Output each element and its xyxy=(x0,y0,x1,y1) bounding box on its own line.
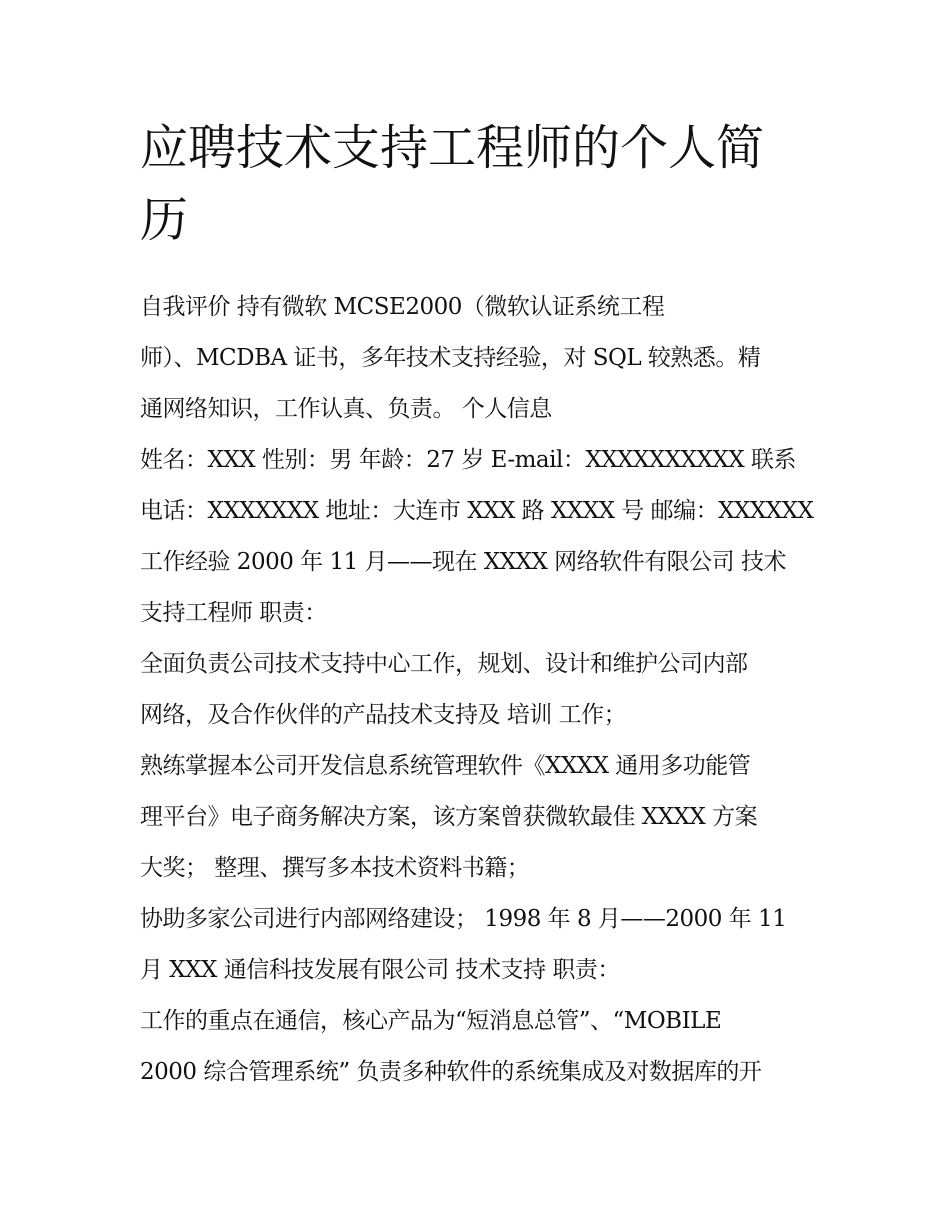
body-line: 大奖； 整理、撰写多本技术资料书籍； xyxy=(140,855,530,881)
body-line: 自我评价 持有微软 MCSE2000（微软认证系统工程 xyxy=(140,294,665,320)
title-line: 历 xyxy=(140,192,189,248)
document-body xyxy=(140,282,840,1098)
body-line: 支持工程师 职责： xyxy=(140,600,327,626)
body-line: 通网络知识，工作认真、负责。 个人信息 xyxy=(140,396,552,422)
body-line: 协助多家公司进行内部网络建设； 1998 年 8 月——2000 年 11 xyxy=(140,906,787,932)
body-line: 师）、MCDBA 证书，多年技术支持经验，对 SQL 较熟悉。精 xyxy=(140,345,761,371)
title-line: 应聘技术支持工程师的个人简 xyxy=(140,120,765,176)
body-line: 姓名：XXX 性别：男 年龄：27 岁 E-mail：XXXXXXXXXX 联系 xyxy=(140,447,796,473)
body-line: 月 XXX 通信科技发展有限公司 技术支持 职责： xyxy=(140,957,620,983)
body-line: 电话：XXXXXXX 地址：大连市 XXX 路 XXXX 号 邮编：XXXXXX xyxy=(140,498,814,524)
body-line: 2000 综合管理系统” 负责多种软件的系统集成及对数据库的开 xyxy=(140,1059,762,1085)
page-title xyxy=(140,112,820,256)
body-line: 工作的重点在通信，核心产品为“短消息总管”、“MOBILE xyxy=(140,1008,722,1034)
body-line: 网络，及合作伙伴的产品技术支持及 培训 工作； xyxy=(140,702,627,728)
body-line: 全面负责公司技术支持中心工作，规划、设计和维护公司内部 xyxy=(140,651,748,677)
body-line: 熟练掌握本公司开发信息系统管理软件《XXXX 通用多功能管 xyxy=(140,753,751,779)
body-line: 理平台》电子商务解决方案，该方案曾获微软最佳 XXXX 方案 xyxy=(140,804,758,830)
body-line: 工作经验 2000 年 11 月——现在 XXXX 网络软件有限公司 技术 xyxy=(140,549,786,575)
